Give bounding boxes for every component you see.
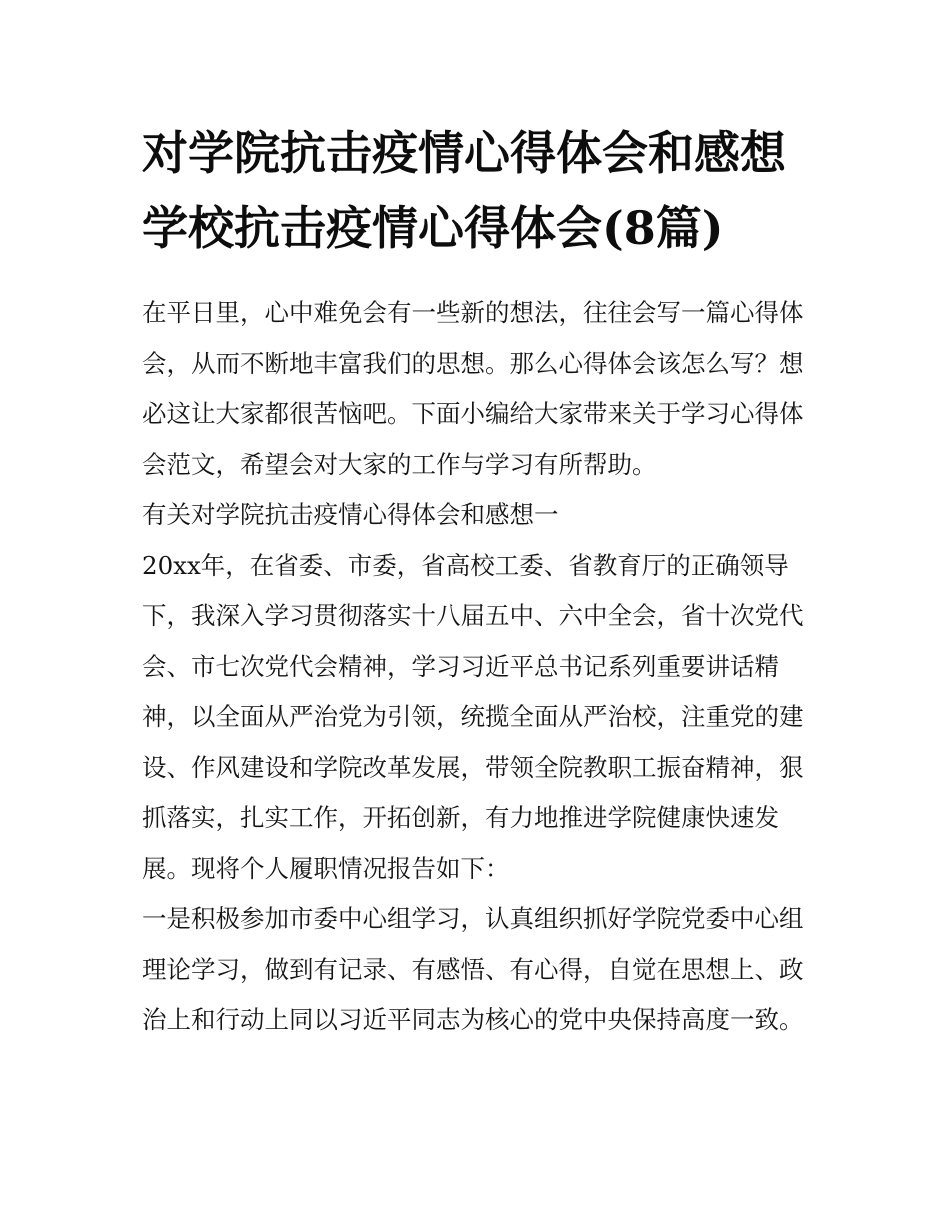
body-paragraph: 20xx年，在省委、市委，省高校工委、省教育厅的正确领导下，我深入学习贯彻落实十八届五中、六中全会，省十次党代会、市七次党代会精神，学习习近平总书记系列重要讲话精神，以全面从严治党为引领，统揽全面从严治校，注重党的建设、作风建设和学院改革发展，带领全院教职工振奋精神，狠抓落实，扎实工作，开拓创新，有力地推进学院健康快速发展。现将个人履职情况报告如下：	[142, 550, 804, 883]
intro-paragraph: 在平日里，心中难免会有一些新的想法，往往会写一篇心得体会，从而不断地丰富我们的思想。那么心得体会该怎么写？想必这让大家都很苦恼吧。下面小编给大家带来关于学习心得体会范文，希望会对大家的工作与学习有所帮助。	[142, 298, 804, 479]
document-title: 对学院抗击疫情心得体会和感想 学校抗击疫情心得体会(8篇)	[142, 126, 786, 255]
document-body	[142, 288, 814, 1046]
body-paragraph: 一是积极参加市委中心组学习，认真组织抓好学院党委中心组理论学习，做到有记录、有感悟、有心得，自觉在思想上、政治上和行动上同以习近平同志为核心的党中央保持高度一致。	[142, 904, 804, 1034]
section-heading: 有关对学院抗击疫情心得体会和感想一	[142, 500, 559, 529]
document-content	[142, 116, 814, 1046]
